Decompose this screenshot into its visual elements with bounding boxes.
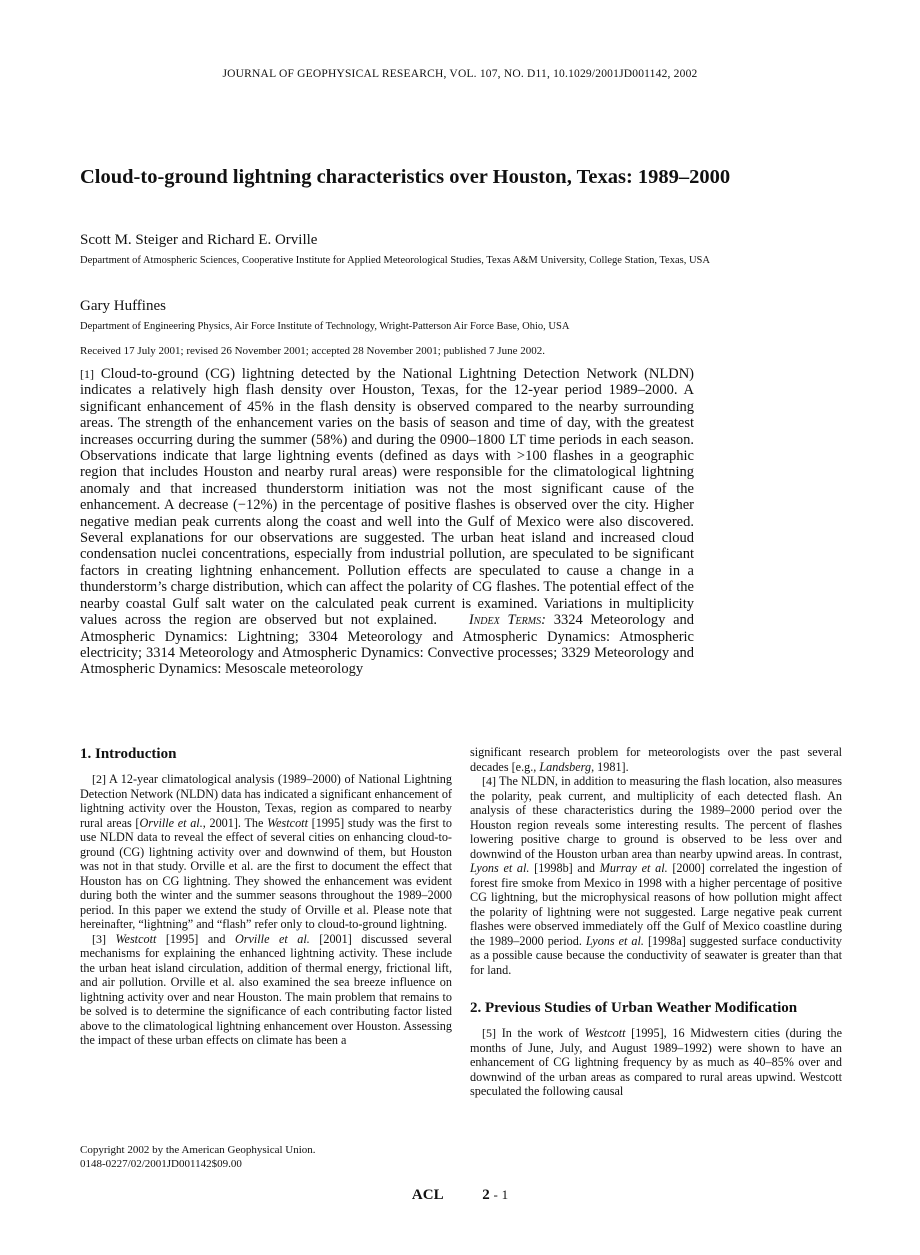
paragraph-3 [80, 932, 452, 1048]
paragraph-text: [2001] discussed several mechanisms for explaining the enhanced lightning activity. These include the urban heat island circulation, addition of thermal energy, frictional lift, and air pollution. Orville et al. also examined the sea breeze influence on lightning activity over and near Houston. The main problem that remains to be solved is to determine the significance of each contributing factor listed above to the climatological lightning enhancement over Houston. Assessing the impact of these urban effects on climate has been a [80, 931, 453, 1047]
footer-page-number: 2 [482, 1187, 490, 1203]
received-dates: Received 17 July 2001; revised 26 November 2001; accepted 28 November 2001; published 7 June 2002. [80, 345, 545, 357]
citation: Orville et al. [234, 931, 310, 946]
paragraph-text: [1995] study was the first to use NLDN data to reveal the effect of several cities on enhancing cloud-to-ground (CG) lightning activity over and downwind of them, but Houston was not in that study. Orville et al. are the first to document the effect that Houston has on CG lightning. They showed the enhancement was evident during both the winter and the summer seasons throughout the 1989–2000 period. In this paper we extend the study of Orville et al. Please note that hereinafter, “lightning” and “flash” refer only to cloud-to-ground lightning. [80, 815, 453, 931]
paragraph-text: [1995] and [156, 931, 235, 946]
paragraph-text: A 12-year climatological analysis (1989–2000) of National Lightning Detection Network (NLDN) data has indicated a significant enhancement of lightning activity over the Houston, Texas, region as compared to nearby rural areas [ [80, 772, 452, 830]
paragraph-text: significant research problem for meteorologists over the past several decades [e.g., [470, 745, 842, 774]
paragraph-text: In the work of [501, 1026, 585, 1040]
citation: Murray et al. [599, 861, 668, 875]
copyright-notice [80, 1144, 316, 1171]
footer-label: ACL [411, 1187, 443, 1203]
abstract [80, 366, 694, 678]
paragraph-text: [1998a] suggested surface conductivity as a possible cause because the conductivity of seawater is greater than that for land. [470, 933, 842, 977]
footer-subpage: 1 [501, 1187, 509, 1202]
copyright-line: Copyright 2002 by the American Geophysical Union. [80, 1144, 316, 1156]
section-heading-introduction: 1. Introduction [80, 746, 177, 762]
citation: Lyons et al. [470, 861, 530, 875]
paragraph-text: [1995], 16 Midwestern cities (during the months of June, July, and August 1989–1992) were shown to have an enhancement of CG lightning frequency by as much as 40–85% over and downwind of the urban areas as compared to rural areas upwind. Westcott speculated the following causal [470, 1026, 842, 1098]
paragraph-2 [80, 772, 452, 932]
index-terms: 3324 Meteorology and Atmospheric Dynamics: Lightning; 3304 Meteorology and Atmospheric Dynamics: Atmospheric electricity; 3314 Meteorology and Atmospheric Dynamics: Convective processes; 3329 Meteorology and Atmospheric Dynamics: Mesoscale meteorology [80, 612, 695, 678]
paragraph-number: [4] [482, 774, 496, 788]
citation: Landsberg [539, 759, 592, 774]
affiliation-primary: Department of Atmospheric Sciences, Cooperative Institute for Applied Meteorological Studies, Texas A&M University, College Station, Texas, USA [80, 255, 710, 266]
paragraph-4 [470, 774, 842, 977]
citation: Westcott [584, 1026, 626, 1040]
page-footer [0, 1187, 920, 1204]
paragraph-5 [470, 1026, 842, 1099]
right-column [470, 745, 842, 1099]
paragraph-text: , 2001]. The [202, 815, 268, 830]
journal-header: JOURNAL OF GEOPHYSICAL RESEARCH, VOL. 107, NO. D11, 10.1029/2001JD001142, 2002 [222, 68, 698, 80]
paper-title: Cloud-to-ground lightning characteristics over Houston, Texas: 1989–2000 [80, 166, 731, 188]
affiliation-secondary: Department of Engineering Physics, Air Force Institute of Technology, Wright-Patterson Air Force Base, Ohio, USA [80, 321, 570, 332]
paragraph-continuation [470, 745, 842, 774]
paragraph-number: [3] [92, 931, 106, 946]
paragraph-text: , 1981]. [591, 759, 629, 774]
citation: Orville et al. [139, 815, 203, 830]
citation: Westcott [115, 931, 157, 946]
paragraph-text: [2000] correlated the ingestion of forest fire smoke from Mexico in 1998 with a higher percentage of positive CG lightning, but the microphysical reasons of how pollution might affect the polarity of lightning were not suggested. Large negative peak current flashes were observed immediately off the Gulf of Mexico coastline during the 1989–2000 period. [470, 861, 843, 948]
paragraph-text: [1998b] and [529, 861, 600, 875]
abstract-text: Cloud-to-ground (CG) lightning detected by the National Lightning Detection Network (NLDN) indicates a relatively high flash density over Houston, Texas, for the 12-year period 1989–2000. A significant enhancement of 45% in the flash density is observed compared to the nearby surrounding areas. The strength of the enhancement varies on the basis of season and time of day, with the greatest increases occurring during the summer (58%) and during the 0900–1800 LT time periods in each season. Observations indicate that large lightning events (defined as days with >100 flashes in a geographic region that includes Houston and nearby rural areas) were responsible for the climatological lightning anomaly and that increased thunderstorm initiation was not the most significant cause of the enhancement. A decrease (−12%) in the percentage of positive flashes is observed over the city. Higher negative median peak currents along the coast and well into the Gulf of Mexico were also discovered. Several explanations for our observations are suggested. The urban heat island and increased cloud condensation nuclei concentrations, especially from industrial pollution, are speculated to be significant factors in creating lightning enhancement. Pollution effects are speculated to cause a change in a thunderstorm’s charge distribution, which can affect the polarity of CG flashes. The potential effect of the nearby coastal Gulf salt water on the calculated peak current is examined. Variations in multiplicity values across the region are observed but not explained. [80, 366, 695, 629]
issn-line: 0148-0227/02/2001JD001142$09.00 [80, 1157, 242, 1170]
section-heading-previous-studies: 2. Previous Studies of Urban Weather Modification [470, 1000, 798, 1016]
paragraph-number: [1] [80, 367, 94, 381]
paragraph-number: [5] [482, 1026, 496, 1040]
left-column [80, 745, 452, 1048]
index-terms-label: Index Terms: [468, 612, 546, 629]
paragraph-text: The NLDN, in addition to measuring the flash location, also measures the polarity, peak current, and multiplicity of each detected flash. An analysis of these characteristics during the 1989–2000 period over the Houston region reveals some interesting results. The percent of flashes lowering positive charge to ground is observed to be less over and downwind of the Houston urban area than nearby upwind areas. In contrast, [470, 774, 842, 861]
authors-secondary: Gary Huffines [80, 298, 166, 314]
authors-primary: Scott M. Steiger and Richard E. Orville [80, 232, 318, 248]
footer-dash: - [493, 1187, 498, 1202]
paragraph-number: [2] [92, 772, 106, 786]
citation: Lyons et al. [585, 933, 644, 948]
citation: Westcott [267, 815, 308, 830]
